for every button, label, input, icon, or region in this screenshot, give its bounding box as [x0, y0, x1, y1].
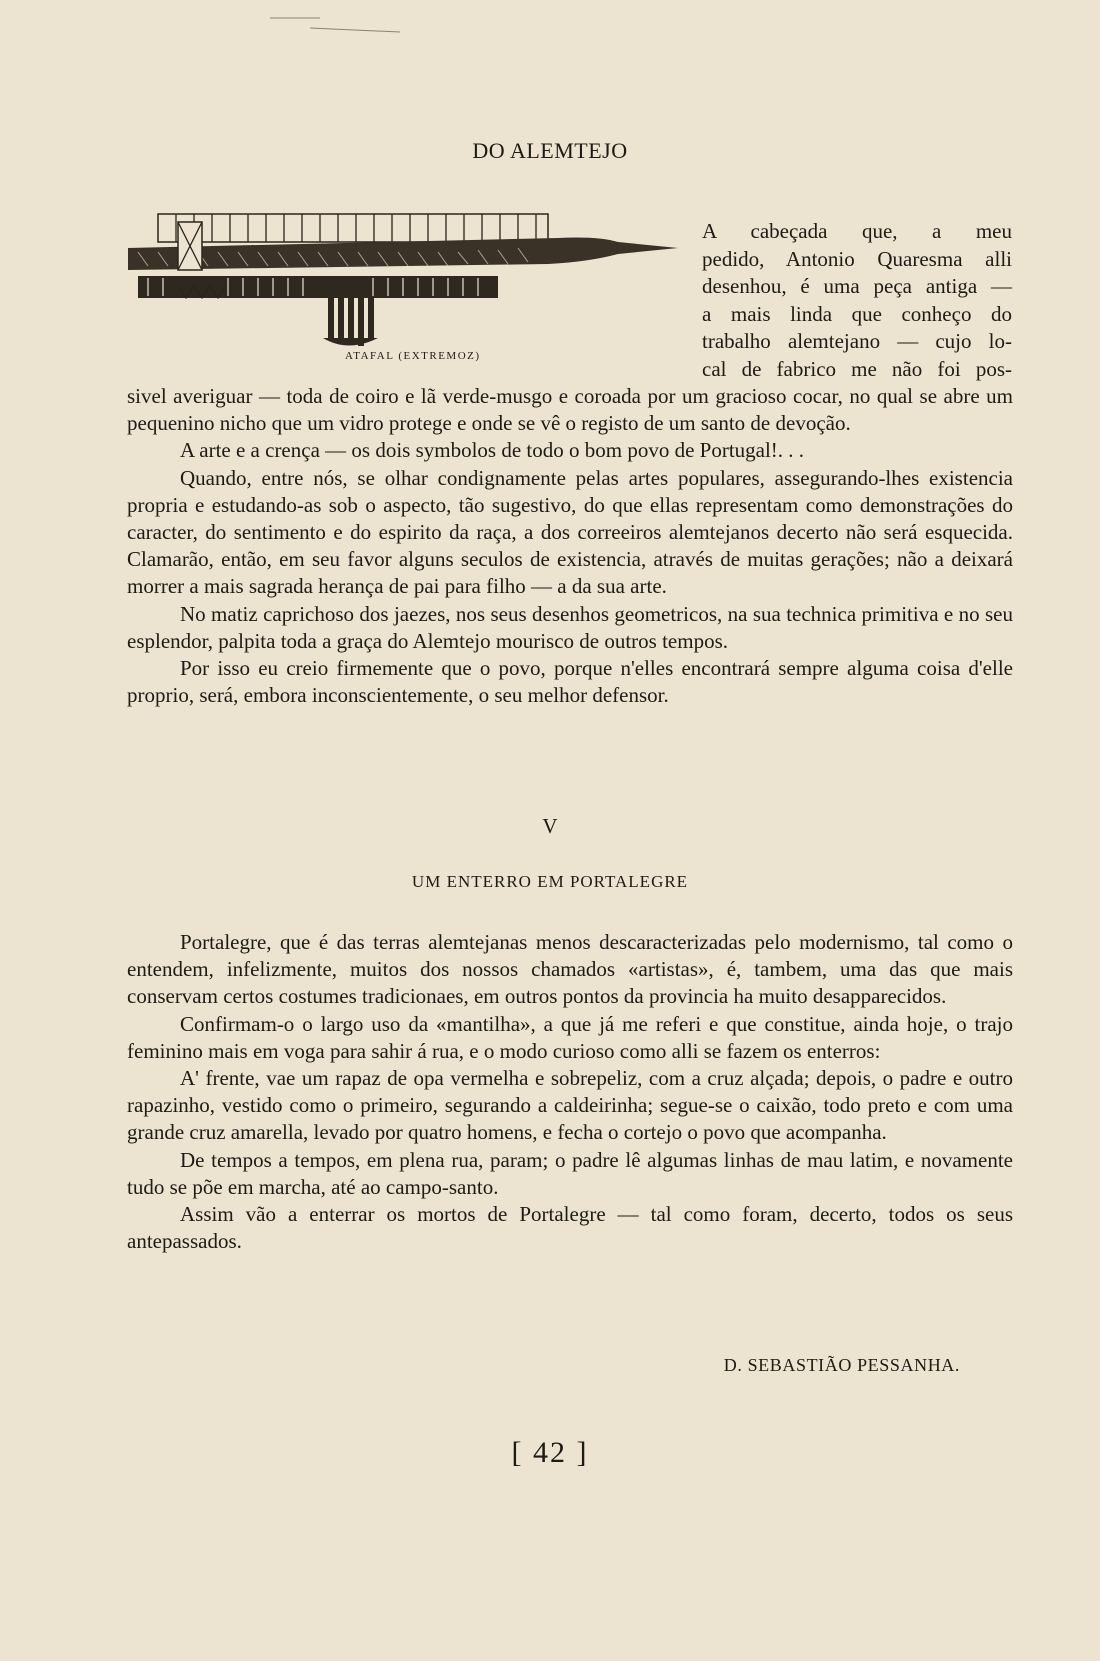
paragraph: Portalegre, que é das terras alemtejanas menos descaracterizadas pelo modernismo, tal como o entendem, infelizmente, muitos dos nossos chamados «artistas», é, tambem, uma das que mais conservam certos costumes tradicionaes, em outros pontos da provincia ha muito desapparecidos. — [127, 930, 1013, 1009]
intro-line: trabalho alemtejano — cujo lo- — [702, 329, 1012, 353]
paragraph: Confirmam-o o largo uso da «mantilha», a que já me referi e que constitue, ainda hoje, o trajo feminino mais em voga para sahir á rua, e o modo curioso como alli se fazem os enterros: — [127, 1011, 1013, 1063]
paragraph: Assim vão a enterrar os mortos de Portalegre — tal como foram, decerto, todos os seus antepassados. — [127, 1202, 1013, 1254]
body-text-part2 — [127, 929, 1013, 1255]
scan-mark — [270, 14, 400, 34]
intro-line: A cabeçada que, a meu — [702, 219, 1012, 243]
body-text-part1 — [127, 383, 1013, 709]
intro-line: cal de fabrico me não foi pos- — [702, 356, 1012, 381]
intro-line: desenhou, é uma peça antiga — — [702, 274, 1012, 298]
paragraph: A arte e a crença — os dois symbolos de todo o bom povo de Portugal!. . . — [180, 438, 805, 463]
paragraph: De tempos a tempos, em plena rua, param; o padre lê algumas linhas de mau latim, e novamente tudo se põe em marcha, até ao campo-santo. — [127, 1147, 1013, 1199]
running-header: DO ALEMTEJO — [472, 138, 628, 163]
section-title: UM ENTERRO EM PORTALEGRE — [411, 872, 689, 891]
section-number: V — [542, 814, 558, 838]
paragraph: No matiz caprichoso dos jaezes, nos seus desenhos geometricos, na sua technica primitiva e no seu esplendor, palpita toda a graça do Alemtejo mourisco de outros tempos. — [127, 601, 1013, 653]
intro-line: a mais linda que conheço do — [702, 301, 1012, 326]
paragraph: Por isso eu creio firmemente que o povo, porque n'elles encontrará sempre alguma coisa d'elle proprio, será, embora inconscientemente, o seu melhor defensor. — [127, 656, 1013, 708]
paragraph: Quando, entre nós, se olhar condignamente pelas artes populares, assegurando-lhes existencia propria e estudando-as sob o aspecto, tão sugestivo, do que ellas representam como demonstrações do caracter, do sentimento e do espirito da raça, a dos correeiros alemtejanos decerto não será esquecida. Clamarão, então, em seu favor alguns seculos de existencia, através de muitas gerações; não a deixará morrer a mais sagrada herança de pai para filho — a da sua arte. — [127, 465, 1013, 599]
author-signature: D. SEBASTIÃO PESSANHA. — [723, 1355, 960, 1375]
paragraph: sivel averiguar — toda de coiro e lã verde-musgo e coroada por um gracioso cocar, no qual se abre um pequenino nicho que um vidro protege e onde se vê o registo de um santo de devoção. — [127, 384, 1013, 436]
figure-caption: ATAFAL (EXTREMOZ) — [345, 350, 481, 362]
intro-text-wrap — [702, 218, 1012, 383]
page-number: [ 42 ] — [511, 1436, 589, 1469]
paragraph: A' frente, vae um rapaz de opa vermelha e sobrepeliz, com a cruz alçada; depois, o padre e outro rapazinho, vestido como o primeiro, segurando a caldeirinha; segue-se o caixão, todo preto e com uma grande cruz amarella, levado por quatro homens, e fecha o cortejo o povo que acompanha. — [127, 1066, 1013, 1145]
intro-line: pedido, Antonio Quaresma alli — [702, 246, 1012, 271]
